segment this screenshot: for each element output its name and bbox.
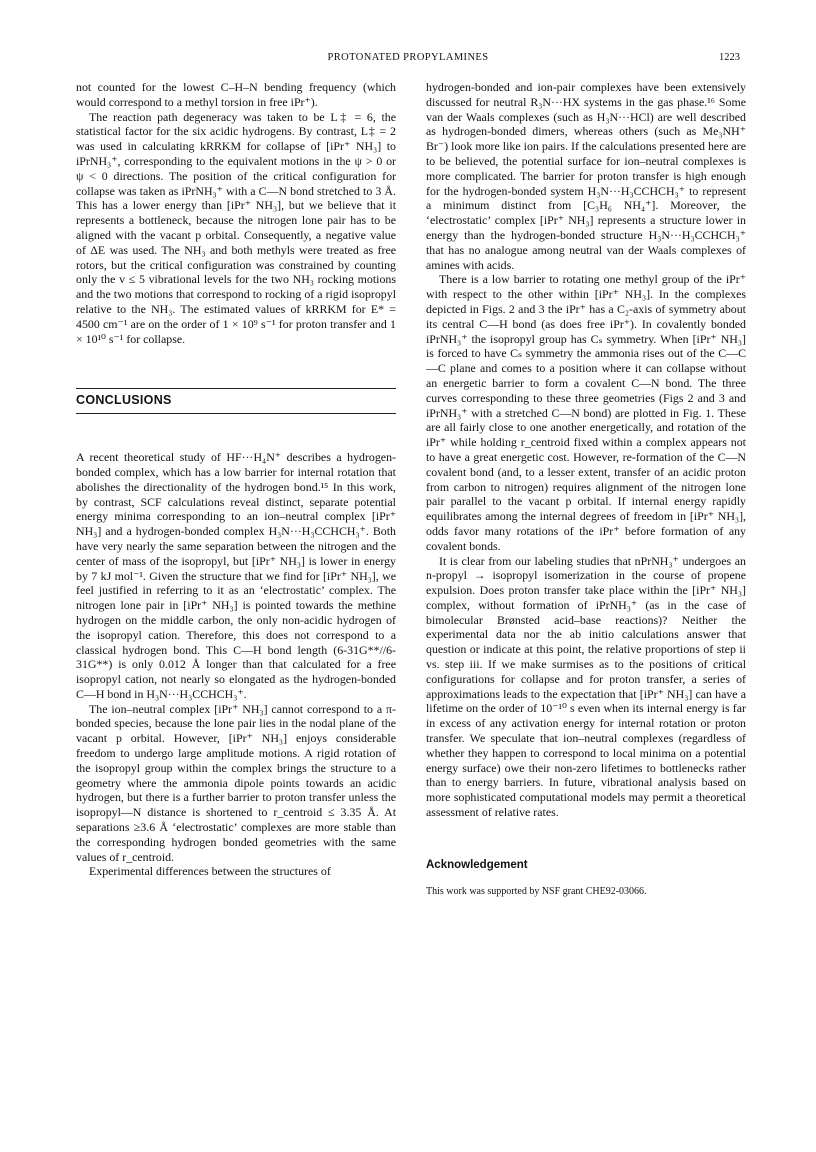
acknowledgement-text: This work was supported by NSF grant CHE92-03066. — [426, 885, 647, 897]
paragraph: not counted for the lowest C–H–N bending frequency (which would correspond to a methyl torsion in free iPr⁺). — [76, 80, 396, 109]
paragraph: The ion–neutral complex [iPr⁺ NH₃] cannot correspond to a π-bonded species, because the lone pair lies in the nodal plane of the vacant p orbital. However, [iPr⁺ NH₃] enjoys considerable freedom to undergo large amplitude motions. A rigid rotation of the isopropyl group within the complex brings the structure to a geometry where the ammonia dipole points towards an acidic hydrogen, but there is a further barrier to proton transfer unless the isopropyl—N distance is shortened to r_centroid ≤ 3.35 Å. At separations ≥3.6 Å ‘electrostatic’ complexes are more stable than the corresponding hydrogen bonded geometries with the same values of r_centroid. — [76, 701, 396, 864]
paragraph: Experimental differences between the structures of — [89, 864, 331, 879]
paragraph: The reaction path degeneracy was taken to be L‡ = 6, the statistical factor for the six acidic hydrogens. By contrast, L‡ = 2 was used in calculating kRRKM for collapse of [iPr⁺ NH₃] to iPrNH₃⁺, corresponding to the equivalent motions in the ψ > 0 or ψ < 0 directions. The position of the critical configuration for collapse was taken as iPrNH₃⁺ with a C—N bond stretched to 3 Å. This has a lower energy than [iPr⁺ NH₃], but we believe that it represents a bottleneck, because the nitrogen lone pair has to be aligned with the vacant p orbital. Consequently, a negative value of ΔE was used. The NH₃ and both methyls were treated as free rotors, but the critical configuration was constrained by counting only the v ≤ 5 vibrational levels for the two NH₃ rocking motions and the two motions that correspond to rocking of a rigid isopropyl relative to the NH₃. The estimated values of kRRKM for E* = 4500 cm⁻¹ are on the order of 1 × 10⁹ s⁻¹ for proton transfer and 1 × 10¹⁰ s⁻¹ for collapse. — [76, 109, 396, 346]
acknowledgement-heading: Acknowledgement — [426, 858, 528, 871]
paragraph: hydrogen-bonded and ion-pair complexes have been extensively discussed for neutral R₃N···HX systems in the gas phase.¹⁶ Some van der Waals complexes (such as H₃N···HCl) are well described as hydrogen-bonded dimers, whereas others (such as Me₃NH⁺ Br⁻) look more like ion pairs. If the calculations presented here are to be believed, the potential surface for ion–neutral complexes is more complicated. The barrier for proton transfer is high enough for the hydrogen-bonded system H₃N···H₃CCHCH₃⁺ to represent a minimum distinct from [C₃H₆ NH₄⁺]. Moreover, the ‘electrostatic’ complex [iPr⁺ NH₃] represents a structure lower in energy than the hydrogen-bonded structure H₃N···H₃CCHCH₃⁺ that has no analogue among neutral van der Waals complexes of amines with acids. — [426, 80, 746, 272]
left-column — [76, 80, 396, 879]
section-heading-conclusions: CONCLUSIONS — [76, 388, 396, 414]
paragraph: It is clear from our labeling studies that nPrNH₃⁺ undergoes an n-propyl → isopropyl isomerization in the course of propene expulsion. Does proton transfer take place within the [iPr⁺ NH₃] complex, without formation of iPrNH₃⁺ (as in the case of bimolecular Brønsted acid–base reactions)? Neither the experimental data nor the ab initio calculations answer that question or indicate at this point, the relative proportions of step ii vs. step iii. If we make surmises as to the positions of critical configurations for collapse and for proton transfer, a series of approximations leads to the expectation that [iPr⁺ NH₃] can have a lifetime on the order of 10⁻¹⁰ s even when its internal energy is far in excess of any activation energy for internal rotation or proton transfer. We speculate that ion–neutral complexes (regardless of whether they happen to correspond to local minima on a potential energy surface) owe their non-zero lifetimes to bottlenecks rather than to energy barriers. In future, vibrational analysis based on more sophisticated computational models may permit a theoretical assessment of relative rates. — [426, 553, 746, 820]
right-column — [426, 80, 746, 898]
paragraph: A recent theoretical study of HF···H₄N⁺ describes a hydrogen-bonded complex, which has a low barrier for internal rotation that abolishes the directionality of the hydrogen bond.¹⁵ In this work, by contrast, SCF calculations reveal distinct, separate potential energy minima corresponding to an ion–neutral complex [iPr⁺ NH₃] and a hydrogen-bonded complex H₃N···H₃CCHCH₃⁺. Both have very nearly the same separation between the nitrogen and the center of mass of the isopropyl, but [iPr⁺ NH₃] is lower in energy by 7 kJ mol⁻¹. Given the structure that we find for [iPr⁺ NH₃], we feel justified in referring to it as an ‘electrostatic’ complex. The nitrogen lone pair in [iPr⁺ NH₃] is pointed towards the methine hydrogen on the middle carbon, the only non-acidic hydrogen of the isopropyl cation. Therefore, this does not correspond to a classical hydrogen bond. This C—H bond length (6-31G**//6-31G**) is only 0.012 Å longer than that calculated for a free isopropyl cation, not nearly so elongated as the hydrogen-bonded C—H bond in H₃N···H₃CCHCH₃⁺. — [76, 450, 396, 701]
page-number: 1223 — [719, 52, 740, 63]
running-head: PROTONATED PROPYLAMINES — [327, 52, 489, 63]
paragraph: There is a low barrier to rotating one methyl group of the iPr⁺ with respect to the other within [iPr⁺ NH₃]. In the complexes depicted in Figs. 2 and 3 the iPr⁺ has a C₂-axis of symmetry about its central C—H bond (as does free iPr⁺). In covalently bonded iPrNH₃⁺ the isopropyl group has Cₛ symmetry. When [iPr⁺ NH₃] is forced to have Cₛ symmetry the ammonia rises out of the C—C—C plane and comes to a position where it can collapse without an energetic barrier to form a covalent C—N bond. The three curves corresponding to these three geometries (Figs 2 and 3 and iPrNH₃⁺ with a stretched C—N bond) are plotted in Fig. 1. These are all fairly close to one another energetically, and rotation of the iPr⁺ while holding r_centroid fixed within a complex appears not to have a great energetic cost. However, re-formation of the C—N covalent bond (and, to a lesser extent, transfer of an acidic proton from carbon to nitrogen) requires alignment of the nitrogen lone pair parallel to the vacant p orbital. If internal energy rapidly equilibrates among the internal degrees of freedom in [iPr⁺ NH₃], odds favor many rotations of the iPr⁺ before formation of any covalent bonds. — [426, 272, 746, 553]
